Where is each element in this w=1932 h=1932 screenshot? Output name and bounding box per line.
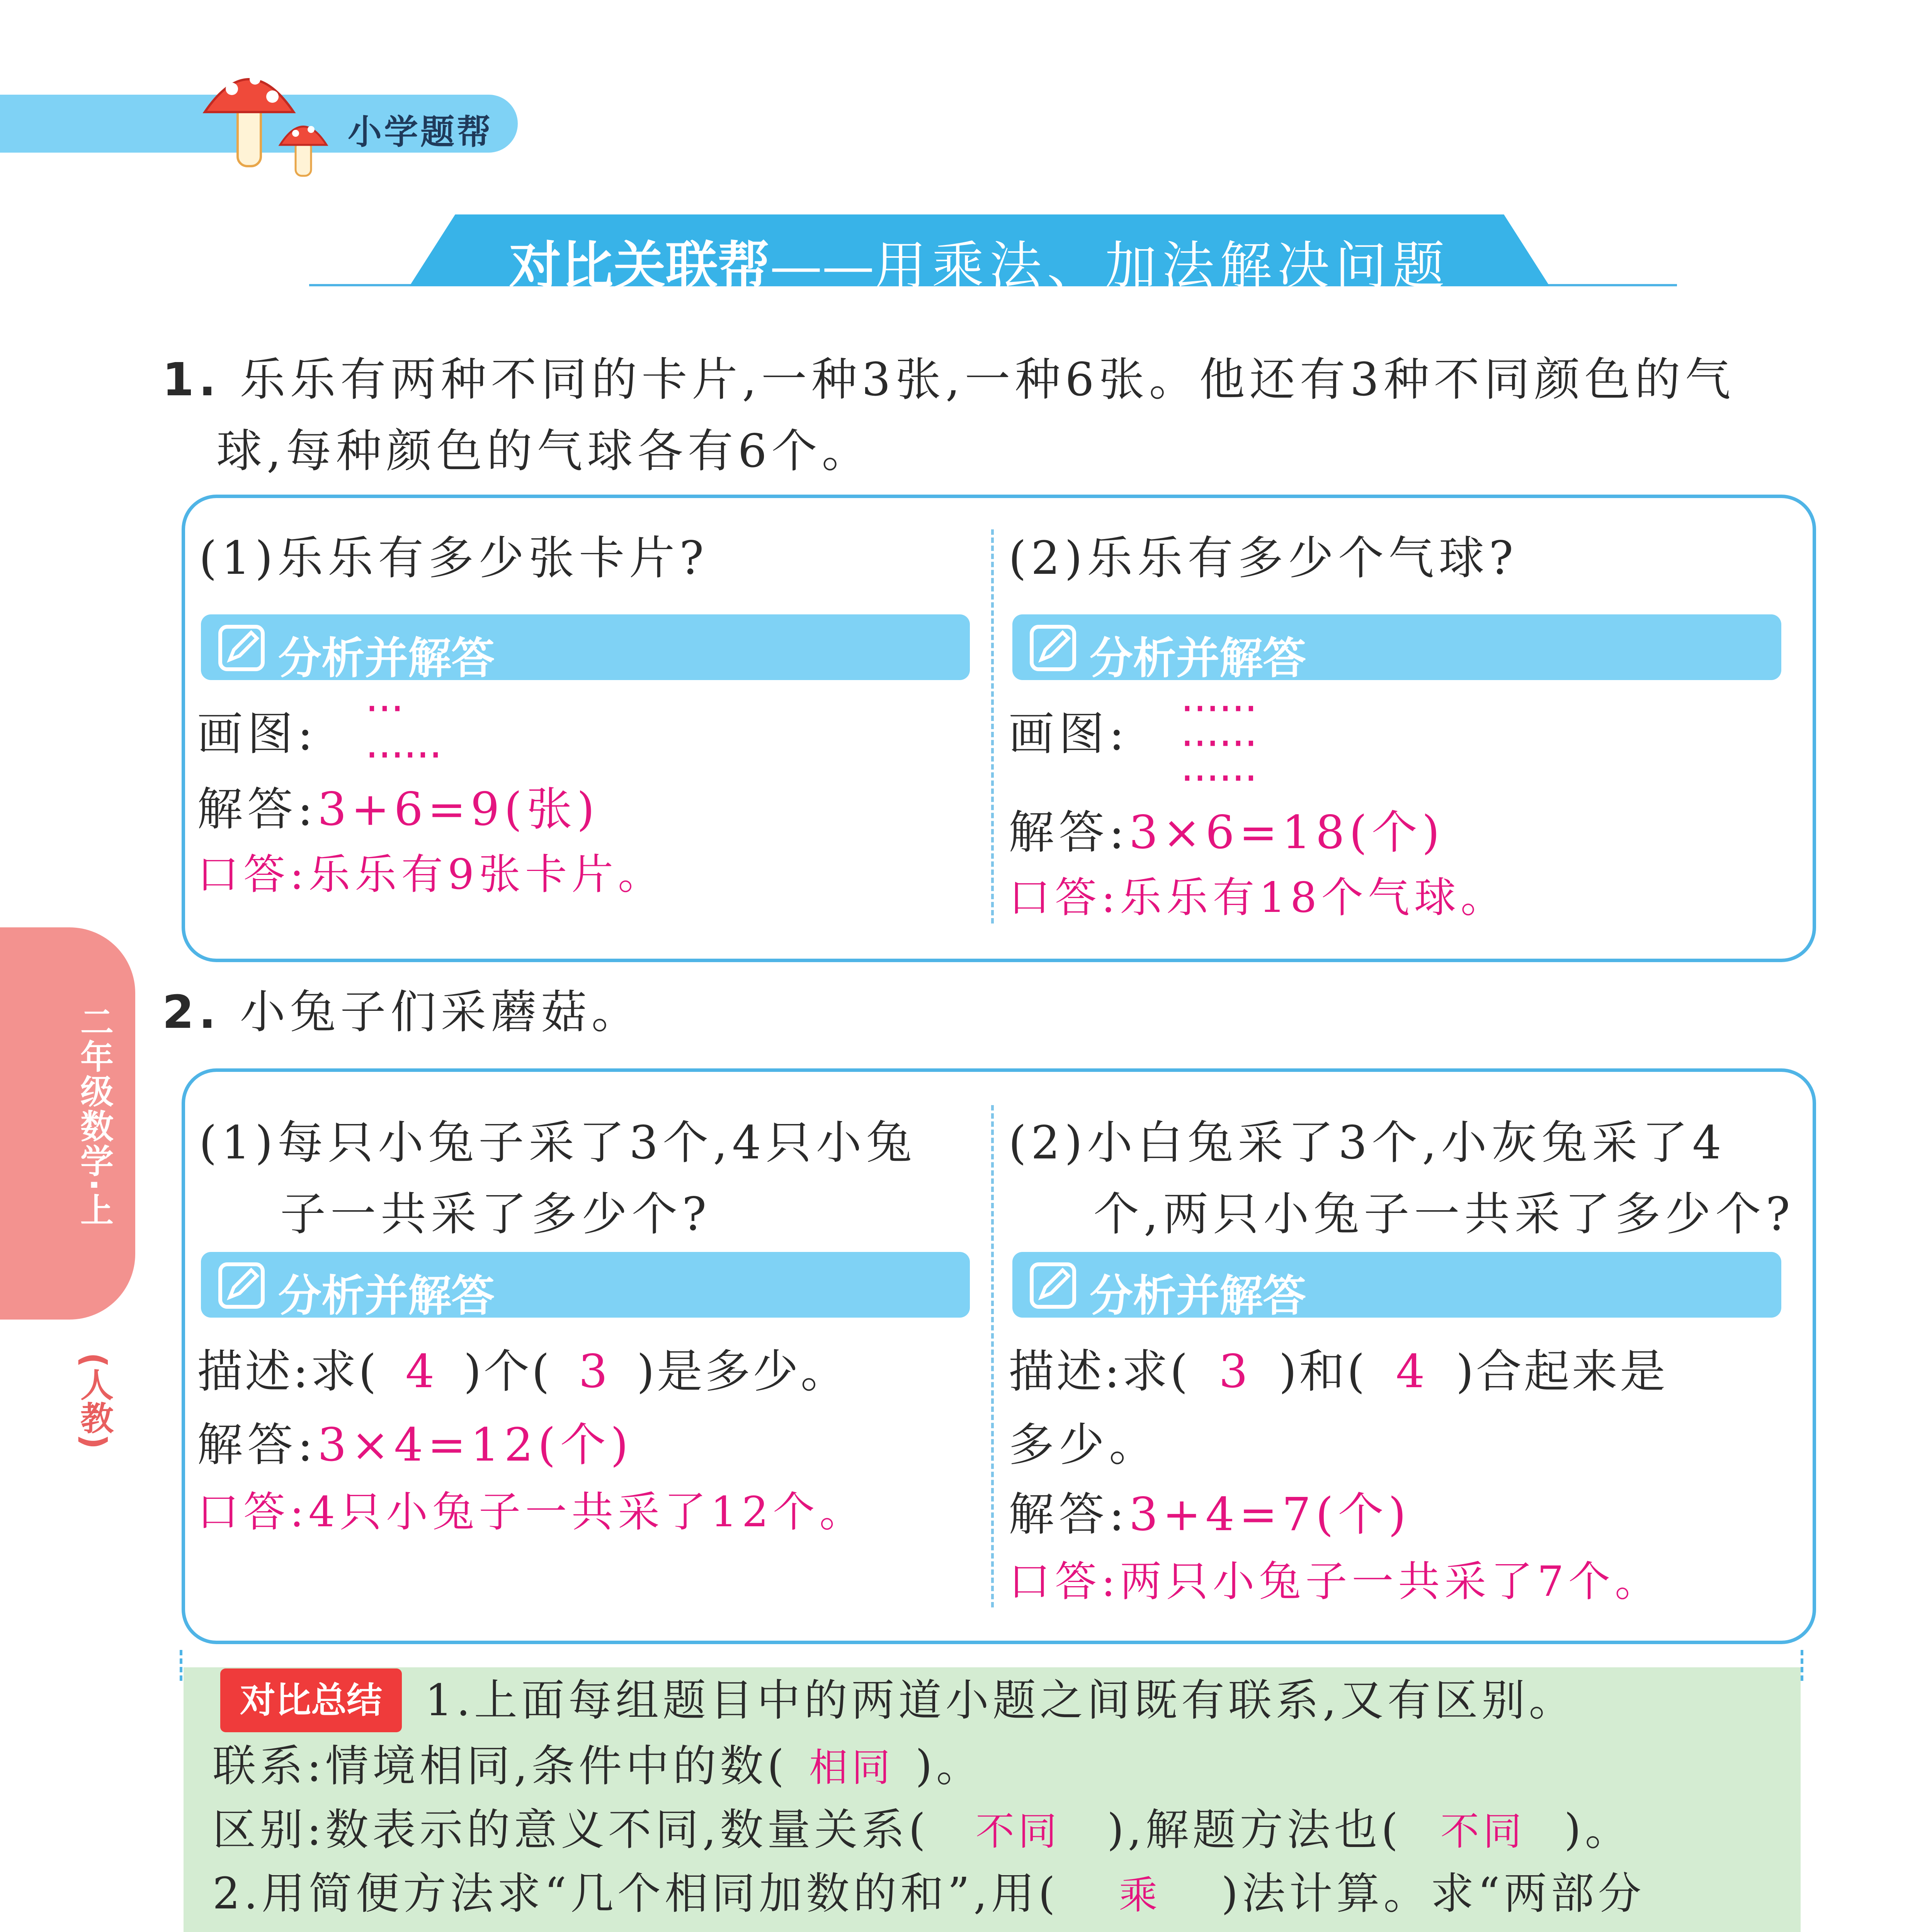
q2-left-answer-label: 解答:	[197, 1418, 318, 1471]
banner-title-dash: ——	[770, 236, 874, 296]
banner-title	[410, 224, 1549, 299]
q1-left-answer-line	[197, 782, 599, 836]
q2-left-question-line1: (1)每只小兔子采了3个,4只小兔	[199, 1116, 917, 1169]
summary-line3-fill2: 不同	[1440, 1809, 1526, 1854]
summary-line1: 1.上面每组题目中的两道小题之间既有联系,又有区别。	[425, 1675, 1576, 1726]
q2-left-analysis-label: 分析并解答	[278, 1271, 495, 1321]
summary-line3-a: 区别:数表示的意义不同,数量关系(	[213, 1805, 930, 1855]
q1-right-dots-row2: ······	[1180, 719, 1257, 768]
q2-left-description	[197, 1345, 849, 1398]
q2-right-answer: 3+4=7(个)	[1129, 1488, 1411, 1541]
q1-left-dots-row1: ···	[365, 684, 403, 733]
q2-right-desc-c: )合起来是	[1456, 1345, 1668, 1398]
q1-right-answer-label: 解答:	[1009, 806, 1129, 859]
summary-line2-a: 联系:情境相同,条件中的数(	[213, 1741, 788, 1791]
q2-left-desc-b: )个(	[463, 1345, 552, 1398]
q2-left-answer: 3×4=12(个)	[317, 1418, 633, 1471]
q1-left-analysis-label: 分析并解答	[278, 633, 495, 684]
summary-line2	[213, 1741, 983, 1791]
q1-left-answer-label: 解答:	[197, 782, 318, 836]
q1-right-analysis-label: 分析并解答	[1090, 633, 1306, 684]
q2-left-desc-a: 描述:求(	[197, 1345, 379, 1398]
q1-text	[162, 344, 1735, 487]
summary-line3-c: )。	[1564, 1805, 1632, 1855]
q2-left-question-line2: 子一共采了多少个?	[280, 1187, 711, 1241]
q1-left-dots-row2: ······	[365, 730, 442, 780]
q2-right-desc-b: )和(	[1279, 1345, 1367, 1398]
q2-right-analysis-bar	[1012, 1252, 1781, 1321]
q1-right-answer-line	[1009, 806, 1444, 859]
q2-right-question	[1009, 1107, 1795, 1250]
q1-right-analysis-bar	[1012, 614, 1781, 684]
summary-line3-b: ),解题方法也(	[1107, 1805, 1402, 1855]
q1-right-draw-label: 画图:	[1009, 707, 1129, 760]
q2-divider	[991, 1105, 994, 1607]
q1-divider	[991, 529, 994, 923]
q2-right-description	[1009, 1345, 1668, 1398]
q1-right-reply: 口答:乐乐有18个气球。	[1009, 874, 1507, 922]
q1-right-dots-row1: ······	[1180, 684, 1257, 733]
summary-line4-b: )法计算。求“两部分	[1221, 1869, 1645, 1919]
q2-right-blank1: 3	[1219, 1345, 1250, 1398]
q1-left-draw-label: 画图:	[197, 707, 318, 760]
q2-right-desc-a: 描述:求(	[1009, 1345, 1190, 1398]
q2-right-desc-d: 多少。	[1009, 1418, 1160, 1471]
q1-number: 1.	[162, 353, 221, 406]
brand-name: 小学题帮	[348, 112, 493, 152]
banner-title-rest: 用乘法、加法解决问题	[874, 236, 1450, 296]
mushroom-logo-icon	[201, 58, 340, 182]
q2-left-reply: 口答:4只小兔子一共采了12个。	[197, 1488, 866, 1536]
side-tab-edition: (人教)	[75, 1352, 113, 1449]
q1-left-answer: 3+6=9(张)	[317, 782, 599, 836]
q1-left-analysis-bar	[201, 614, 970, 684]
q2-left-desc-c: )是多少。	[636, 1345, 849, 1398]
summary-line4-a: 2.用简便方法求“几个相同加数的和”,用(	[213, 1869, 1059, 1919]
q2-right-answer-label: 解答:	[1009, 1488, 1129, 1541]
banner-title-bold: 对比关联帮	[509, 236, 770, 296]
summary-line2-fill: 相同	[809, 1745, 895, 1790]
q2-right-question-line1: (2)小白兔采了3个,小灰兔采了4	[1009, 1116, 1726, 1169]
summary-line2-b: )。	[915, 1741, 983, 1791]
q2-right-blank2: 4	[1396, 1345, 1427, 1398]
q2-left-analysis-bar	[201, 1252, 970, 1321]
q2-number: 2.	[162, 985, 221, 1039]
summary-line4-fill: 乘	[1119, 1872, 1162, 1918]
pencil-icon	[1028, 623, 1078, 673]
q1-right-question: (2)乐乐有多少个气球?	[1009, 531, 1518, 585]
q2-left-blank1: 4	[405, 1345, 437, 1398]
q2-left-blank2: 3	[578, 1345, 610, 1398]
summary-line3	[213, 1805, 1632, 1855]
summary-tag: 对比总结	[220, 1668, 402, 1732]
q2-right-answer-line	[1009, 1488, 1411, 1541]
pencil-icon	[216, 1260, 267, 1311]
summary-line3-fill1: 不同	[976, 1809, 1061, 1854]
summary-edge-left	[180, 1650, 182, 1681]
q2-left-question	[199, 1107, 917, 1250]
q1-right-answer: 3×6=18(个)	[1129, 806, 1444, 859]
q1-text-line1: 乐乐有两种不同的卡片,一种3张,一种6张。他还有3种不同颜色的气	[240, 353, 1735, 406]
q1-right-dots-row3: ······	[1180, 753, 1257, 803]
q2-right-analysis-label: 分析并解答	[1090, 1271, 1306, 1321]
pencil-icon	[216, 623, 267, 673]
q2-text-line	[162, 985, 642, 1039]
q2-right-reply: 口答:两只小兔子一共采了7个。	[1009, 1558, 1662, 1606]
q2-right-question-line2: 个,两只小兔子一共采了多少个?	[1094, 1187, 1795, 1241]
side-tab-grade: 二年级数学·上	[75, 1005, 113, 1228]
pencil-icon	[1028, 1260, 1078, 1311]
q2-text: 小兔子们采蘑菇。	[240, 985, 642, 1039]
q1-text-line2: 球,每种颜色的气球各有6个。	[216, 424, 872, 478]
q2-left-answer-line	[197, 1418, 633, 1471]
summary-edge-right	[1801, 1650, 1803, 1681]
q1-left-question: (1)乐乐有多少张卡片?	[199, 531, 709, 585]
q1-left-reply: 口答:乐乐有9张卡片。	[197, 850, 665, 899]
summary-line4	[213, 1869, 1645, 1919]
